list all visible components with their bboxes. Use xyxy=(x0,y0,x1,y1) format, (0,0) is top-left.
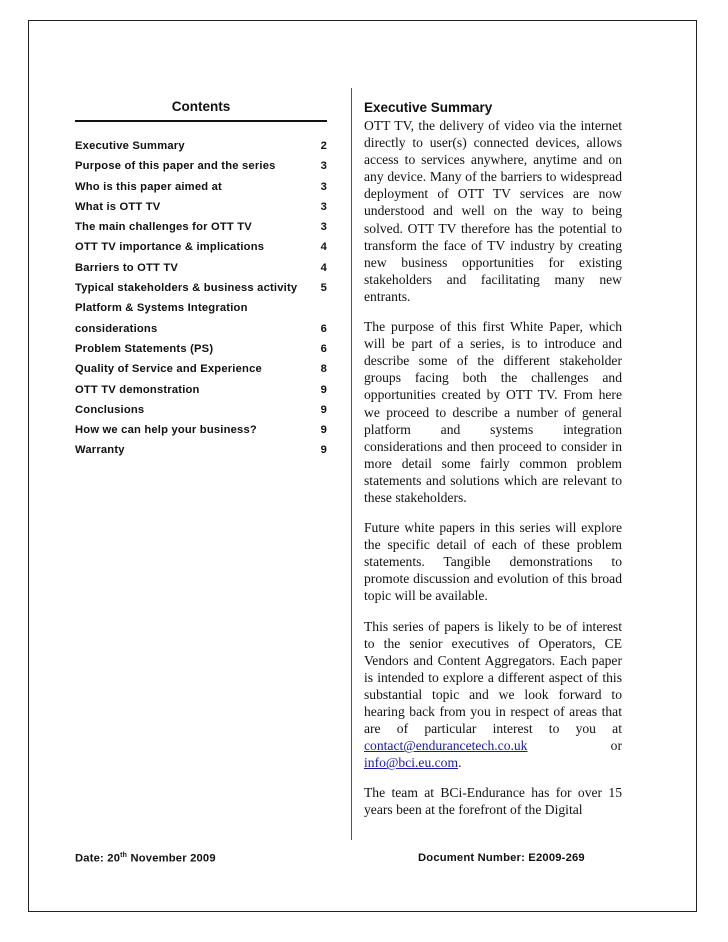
contents-item-page: 2 xyxy=(320,140,327,152)
footer-document-number: Document Number: E2009-269 xyxy=(418,852,585,864)
column-divider xyxy=(351,88,352,840)
or-text: or xyxy=(610,738,622,754)
contents-item[interactable] xyxy=(75,420,327,440)
contents-item[interactable] xyxy=(75,339,327,359)
contents-item-page: 6 xyxy=(320,342,327,355)
contents-item-label: OTT TV demonstration xyxy=(75,383,200,396)
contents-list xyxy=(75,136,327,461)
summary-paragraph-2: The purpose of this first White Paper, which will be part of a series, is to introduce and describe some of the different stakeholder groups facing both the challenges and opportunities created by OTT TV. From here we proceed to describe a number of general platform and systems integration considerations and then proceed to consider in more detail some fairly common problem statements and solutions which are relevant to these stakeholders. xyxy=(364,319,622,505)
contents-item-label: Conclusions xyxy=(75,403,145,416)
contents-item-label: OTT TV importance & implications xyxy=(75,241,265,254)
summary-heading: Executive Summary xyxy=(364,100,493,115)
contents-item-label: Typical stakeholders & business activity xyxy=(75,282,298,295)
contents-item-label: Platform & Systems Integration considerations xyxy=(75,302,248,335)
contents-item-page: 5 xyxy=(320,282,327,295)
contents-item-label: Who is this paper aimed at xyxy=(75,180,222,193)
contents-item[interactable] xyxy=(75,400,327,420)
contents-item-page: 9 xyxy=(320,383,327,396)
contents-item-label: Quality of Service and Experience xyxy=(75,363,262,376)
contents-item-page: 3 xyxy=(320,180,327,193)
paragraph-4-end: . xyxy=(458,755,462,771)
contents-item-page: 3 xyxy=(320,160,327,173)
summary-paragraph-4 xyxy=(364,618,622,772)
date-prefix: Date: 20 xyxy=(75,852,121,865)
summary-paragraph-1: OTT TV, the delivery of video via the internet directly to user(s) connected devices, allows access to services anywhere, anytime and on any device. Many of the barriers to widespread deployment of OTT TV services are now understood and well on the way to being solved. OTT TV therefore has the potential to transform the face of TV industry by creating new business opportunities for existing stakeholders and facilitating many new entrants. xyxy=(364,118,622,304)
contents-item[interactable] xyxy=(75,197,327,217)
contents-item[interactable] xyxy=(75,440,327,460)
contact-email-link[interactable]: contact@endurancetech.co.uk xyxy=(364,738,528,754)
contents-title: Contents xyxy=(171,99,231,114)
contents-item-page: 3 xyxy=(320,221,327,234)
contents-item-label: What is OTT TV xyxy=(75,200,161,213)
contents-rule xyxy=(75,120,327,122)
info-email-link[interactable]: info@bci.eu.com xyxy=(364,755,459,771)
contents-item-page: 6 xyxy=(320,322,327,335)
paragraph-4-text: This series of papers is likely to be of interest to the senior executives of Operators, CE Vendors and Content Aggregators. Each paper is intended to explore a different aspect of this substantial topic and we look forward to hearing back from you in respect of areas that are of particular interest to you at xyxy=(364,618,622,737)
contents-item-label: How we can help your business? xyxy=(75,424,257,437)
contents-item-label: Executive Summary xyxy=(75,140,185,152)
footer-date xyxy=(75,852,216,865)
contents-item[interactable] xyxy=(75,177,327,197)
contents-item-page: 8 xyxy=(320,363,327,376)
executive-summary xyxy=(364,98,622,832)
contents-item[interactable] xyxy=(75,217,327,237)
contents-item[interactable] xyxy=(75,298,327,339)
contents-item-page: 9 xyxy=(320,444,327,457)
contents-item[interactable] xyxy=(75,359,327,379)
date-suffix: November 2009 xyxy=(127,852,216,865)
contents-item[interactable] xyxy=(75,380,327,400)
contents-item[interactable] xyxy=(75,278,327,298)
contents-item-page: 9 xyxy=(320,424,327,437)
date-superscript: th xyxy=(120,852,128,859)
contents-item-page: 9 xyxy=(320,403,327,416)
contents-item-label: Purpose of this paper and the series xyxy=(75,160,276,173)
contents-item[interactable] xyxy=(75,156,327,176)
contents-item-page: 4 xyxy=(320,261,327,274)
contents-item-label: Barriers to OTT TV xyxy=(75,261,179,274)
contents-item-label: The main challenges for OTT TV xyxy=(75,221,252,234)
contents-item-label: Problem Statements (PS) xyxy=(75,342,214,355)
contents-item-page: 4 xyxy=(320,241,327,254)
contents-item-page: 3 xyxy=(320,200,327,213)
contents-item-label: Warranty xyxy=(75,444,125,457)
table-of-contents xyxy=(75,98,327,461)
contents-item[interactable] xyxy=(75,258,327,278)
summary-paragraph-5: The team at BCi-Endurance has for over 15 years been at the forefront of the Digital xyxy=(364,785,622,818)
contents-item[interactable] xyxy=(75,237,327,257)
summary-paragraph-3: Future white papers in this series will explore the specific detail of each of these problem statements. Tangible demonstrations to promote discussion and evolution of this broad topic will be available. xyxy=(364,520,622,604)
contents-item[interactable] xyxy=(75,136,327,156)
